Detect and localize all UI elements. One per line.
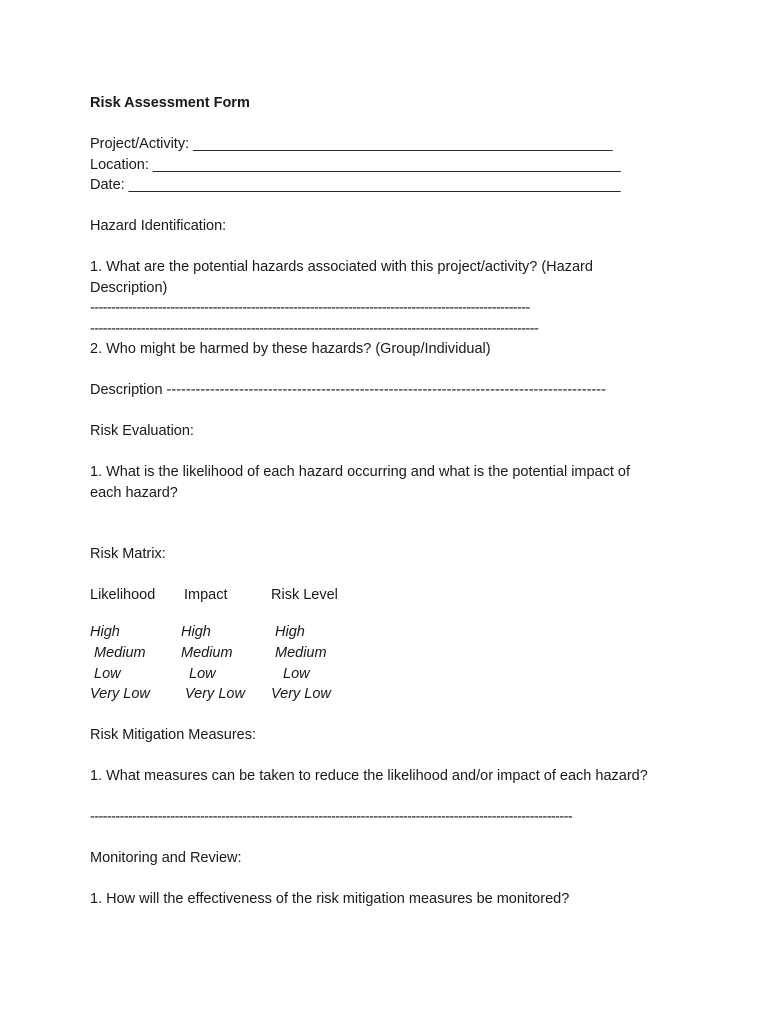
- hazard-question-1-line-1: 1. What are the potential hazards associated with this project/activity? (Hazard: [90, 259, 593, 275]
- hazard-question-2: 2. Who might be harmed by these hazards? (Group/Individual): [90, 341, 491, 357]
- hazard-dash-line-1: --------------------------------------------------------------------------------------------------------: [90, 300, 530, 316]
- risk-mitigation-heading: Risk Mitigation Measures:: [90, 727, 256, 743]
- hazard-question-1-line-2: Description): [90, 280, 168, 296]
- form-title: Risk Assessment Form: [90, 95, 250, 111]
- date-field: Date: _____________________________________________________________: [90, 177, 621, 193]
- project-activity-field: Project/Activity: ____________________________________________________: [90, 136, 613, 152]
- likelihood-medium: Medium: [90, 645, 146, 661]
- hazard-dash-line-2: ----------------------------------------------------------------------------------------------------------: [90, 321, 539, 337]
- description-line: Description -------------------------------------------------------------------------------------------: [90, 382, 606, 398]
- monitoring-question-1: 1. How will the effectiveness of the risk mitigation measures be monitored?: [90, 891, 570, 907]
- likelihood-very-low: Very Low: [90, 686, 150, 702]
- risk-evaluation-heading: Risk Evaluation:: [90, 423, 194, 439]
- hazard-identification-heading: Hazard Identification:: [90, 218, 227, 234]
- impact-medium: Medium: [181, 645, 233, 661]
- evaluation-question-1-line-2: each hazard?: [90, 485, 178, 501]
- matrix-header-impact: Impact: [184, 587, 228, 603]
- risk-level-low: Low: [275, 666, 310, 682]
- likelihood-high: High: [90, 624, 120, 640]
- mitigation-question-1: 1. What measures can be taken to reduce the likelihood and/or impact of each hazard?: [90, 768, 648, 784]
- impact-low: Low: [181, 666, 216, 682]
- risk-level-high: High: [275, 624, 305, 640]
- mitigation-dash-line: ------------------------------------------------------------------------------------------------------------------: [90, 809, 573, 825]
- likelihood-low: Low: [90, 666, 121, 682]
- impact-very-low: Very Low: [181, 686, 245, 702]
- matrix-header-risk-level: Risk Level: [271, 587, 338, 603]
- monitoring-review-heading: Monitoring and Review:: [90, 850, 242, 866]
- risk-level-very-low: Very Low: [271, 686, 331, 702]
- risk-level-medium: Medium: [275, 645, 327, 661]
- matrix-header-likelihood: Likelihood: [90, 587, 156, 603]
- risk-matrix-heading: Risk Matrix:: [90, 546, 166, 562]
- location-field: Location: __________________________________________________________: [90, 157, 621, 173]
- impact-high: High: [181, 624, 211, 640]
- evaluation-question-1-line-1: 1. What is the likelihood of each hazard occurring and what is the potential impact of: [90, 464, 631, 480]
